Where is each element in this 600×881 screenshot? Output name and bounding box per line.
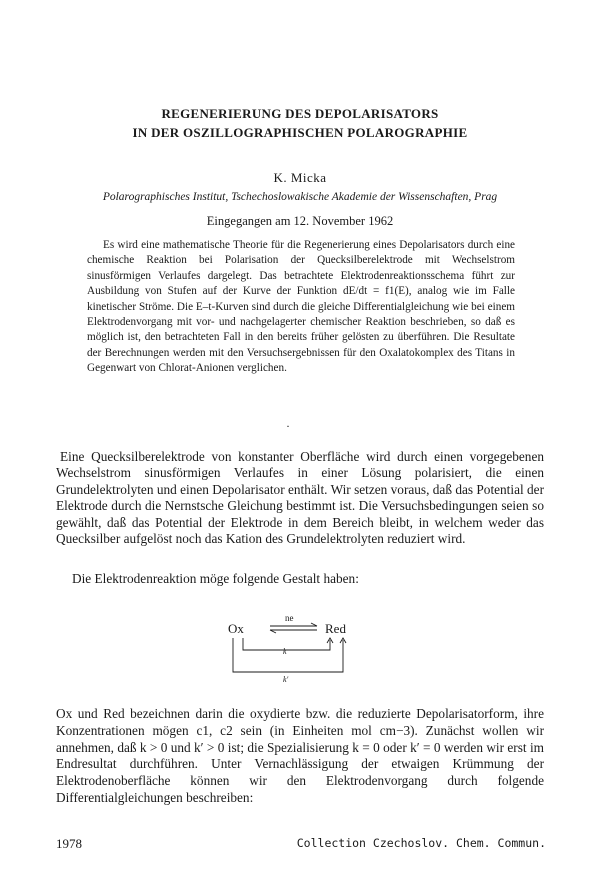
title-line-1: REGENERIERUNG DES DEPOLARISATORS bbox=[161, 106, 439, 121]
scheme-k: k bbox=[283, 647, 287, 656]
scheme-red: Red bbox=[325, 621, 346, 636]
received-date: Eingegangen am 12. November 1962 bbox=[206, 214, 394, 228]
paragraph-3: Ox und Red bezeichnen darin die oxydierte bzw. die reduzierte Depolarisatorform, ihre Konzentrationen mögen c1, c2 sein (in Einheiten mol cm−3). Zunächst wollen wir annehmen, daß k > 0 und k′ > 0 ist; die Spezialisierung k = 0 oder k′ = 0 werden wir erst im Endresultat durchführen. Unter Vernachlässigung der etwaigen Krümmung der Elektrodenoberfläche können wir den Elektrodenvorgang durch folgende Differentialgleichungen beschreiben: bbox=[56, 706, 544, 805]
abstract: Es wird eine mathematische Theorie für die Regenerierung eines Depolarisators durch eine chemische Reaktion bei Polarisation der Quecksilberelektrode mit Wechselstrom sinusförmigen Verlaufes dargelegt. Das betrachtete Elektrodenreaktionsschema führt zur Ausbildung von Stufen auf der Kurve der Funktion dE/dt = f1(E), analog wie im Falle kinetischer Ströme. Die E–t-Kurven sind durch die gleiche Differentialgleichung wie bei einem Elektrodenvorgang mit vor- und nachgelagerter chemischer Reaktion beschrieben, so daß es möglich ist, den betrachteten Fall in den bereits früher gelösten zu überführen. Die Resultate der Berechnungen werden mit den Versuchsergebnissen für den Oxalatokomplex des Titans in Gegenwart von Chlorat-Anionen verglichen. bbox=[87, 239, 515, 375]
scheme-ne: ne bbox=[285, 613, 294, 623]
author: K. Micka bbox=[273, 170, 327, 185]
inner-arrow-icon bbox=[243, 638, 333, 650]
journal-name: Collection Czechoslov. Chem. Commun. bbox=[296, 836, 546, 850]
title-line-2: IN DER OSZILLOGRAPHISCHEN POLAROGRAPHIE bbox=[132, 125, 468, 140]
paragraph-2: Die Elektrodenreaktion möge folgende Gestalt haben: bbox=[72, 571, 359, 586]
scheme-k-prime: k′ bbox=[283, 675, 289, 684]
paragraph-1: Eine Quecksilberelektrode von konstanter Oberfläche wird durch einen vorgegebenen Wechselstrom sinusförmigen Verlaufes in einer Lösung polarisiert, die einen Grundelektrolyten und einen Depolarisator enthält. Wir setzen voraus, daß das Potential der Elektrode durch die Nernstsche Gleichung bestimmt ist. Die Versuchsbedingungen seien so gewählt, daß das Potential der Elektrode in dem Bereich bleibt, in welchem weder das Quecksilber aufgelöst noch das Kation des Grundelektrolyten reduziert wird. bbox=[56, 449, 544, 547]
affiliation: Polarographisches Institut, Tschechoslowakische Akademie der Wissenschaften, Prag bbox=[102, 191, 498, 203]
equilibrium-arrow-icon bbox=[270, 623, 317, 633]
reaction-scheme bbox=[225, 610, 365, 690]
page-number: 1978 bbox=[56, 836, 82, 851]
outer-arrow-icon bbox=[233, 638, 346, 672]
separator-dot: · bbox=[286, 419, 290, 433]
scheme-ox: Ox bbox=[228, 621, 244, 636]
